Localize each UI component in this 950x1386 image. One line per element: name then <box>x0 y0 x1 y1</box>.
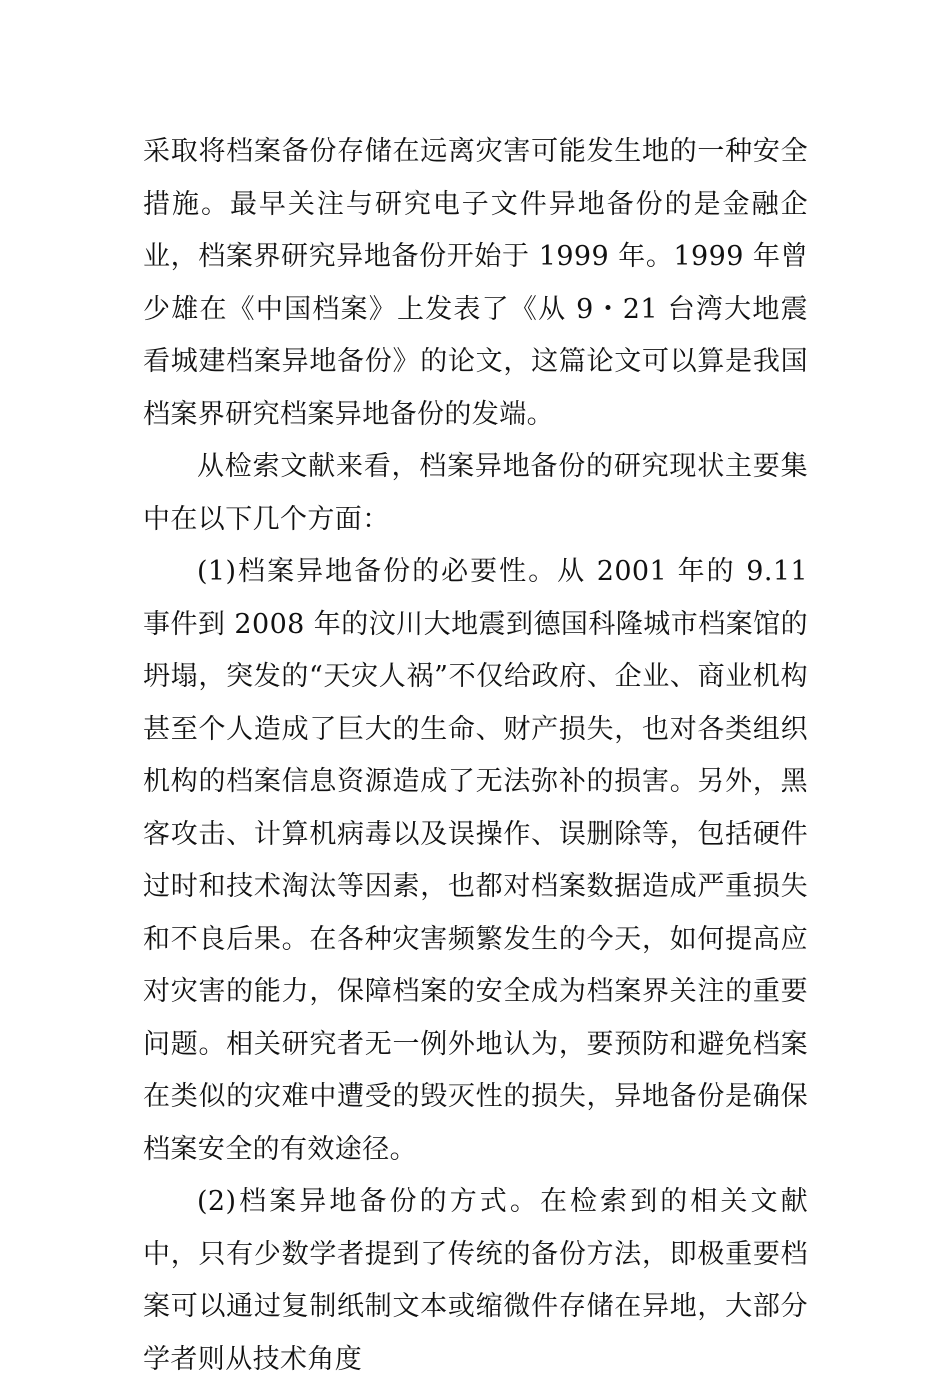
paragraph-methods: (2)档案异地备份的方式。在检索到的相关文献中，只有少数学者提到了传统的备份方法，即极重要档案可以通过复制纸制文本或缩微件存储在异地，大部分学者则从技术角度 <box>143 1186 808 1375</box>
paragraph-intro-continued: 采取将档案备份存储在远离灾害可能发生地的一种安全措施。最早关注与研究电子文件异地备份的是金融企业，档案界研究异地备份开始于 1999 年。1999 年曾少雄在《中国档案》上发表了《从 9・21 台湾大地震看城建档案异地备份》的论文，这篇论文可以算是我国档案界研究档案异地备份的发端。 <box>143 136 808 430</box>
paragraph-necessity: (1)档案异地备份的必要性。从 2001 年的 9.11 事件到 2008 年的汶川大地震到德国科隆城市档案馆的坍塌，突发的“天灾人祸”不仅给政府、企业、商业机构甚至个人造成了巨大的生命、财产损失，也对各类组织机构的档案信息资源造成了无法弥补的损害。另外，黑客攻击、计算机病毒以及误操作、误删除等，包括硬件过时和技术淘汰等因素，也都对档案数据造成严重损失和不良后果。在各种灾害频繁发生的今天，如何提高应对灾害的能力，保障档案的安全成为档案界关注的重要问题。相关研究者无一例外地认为，要预防和避免档案在类似的灾难中遭受的毁灭性的损失，异地备份是确保档案安全的有效途径。 <box>143 556 808 1165</box>
paragraph-research-overview: 从检索文献来看，档案异地备份的研究现状主要集中在以下几个方面： <box>143 451 808 535</box>
document-body <box>143 126 808 1386</box>
